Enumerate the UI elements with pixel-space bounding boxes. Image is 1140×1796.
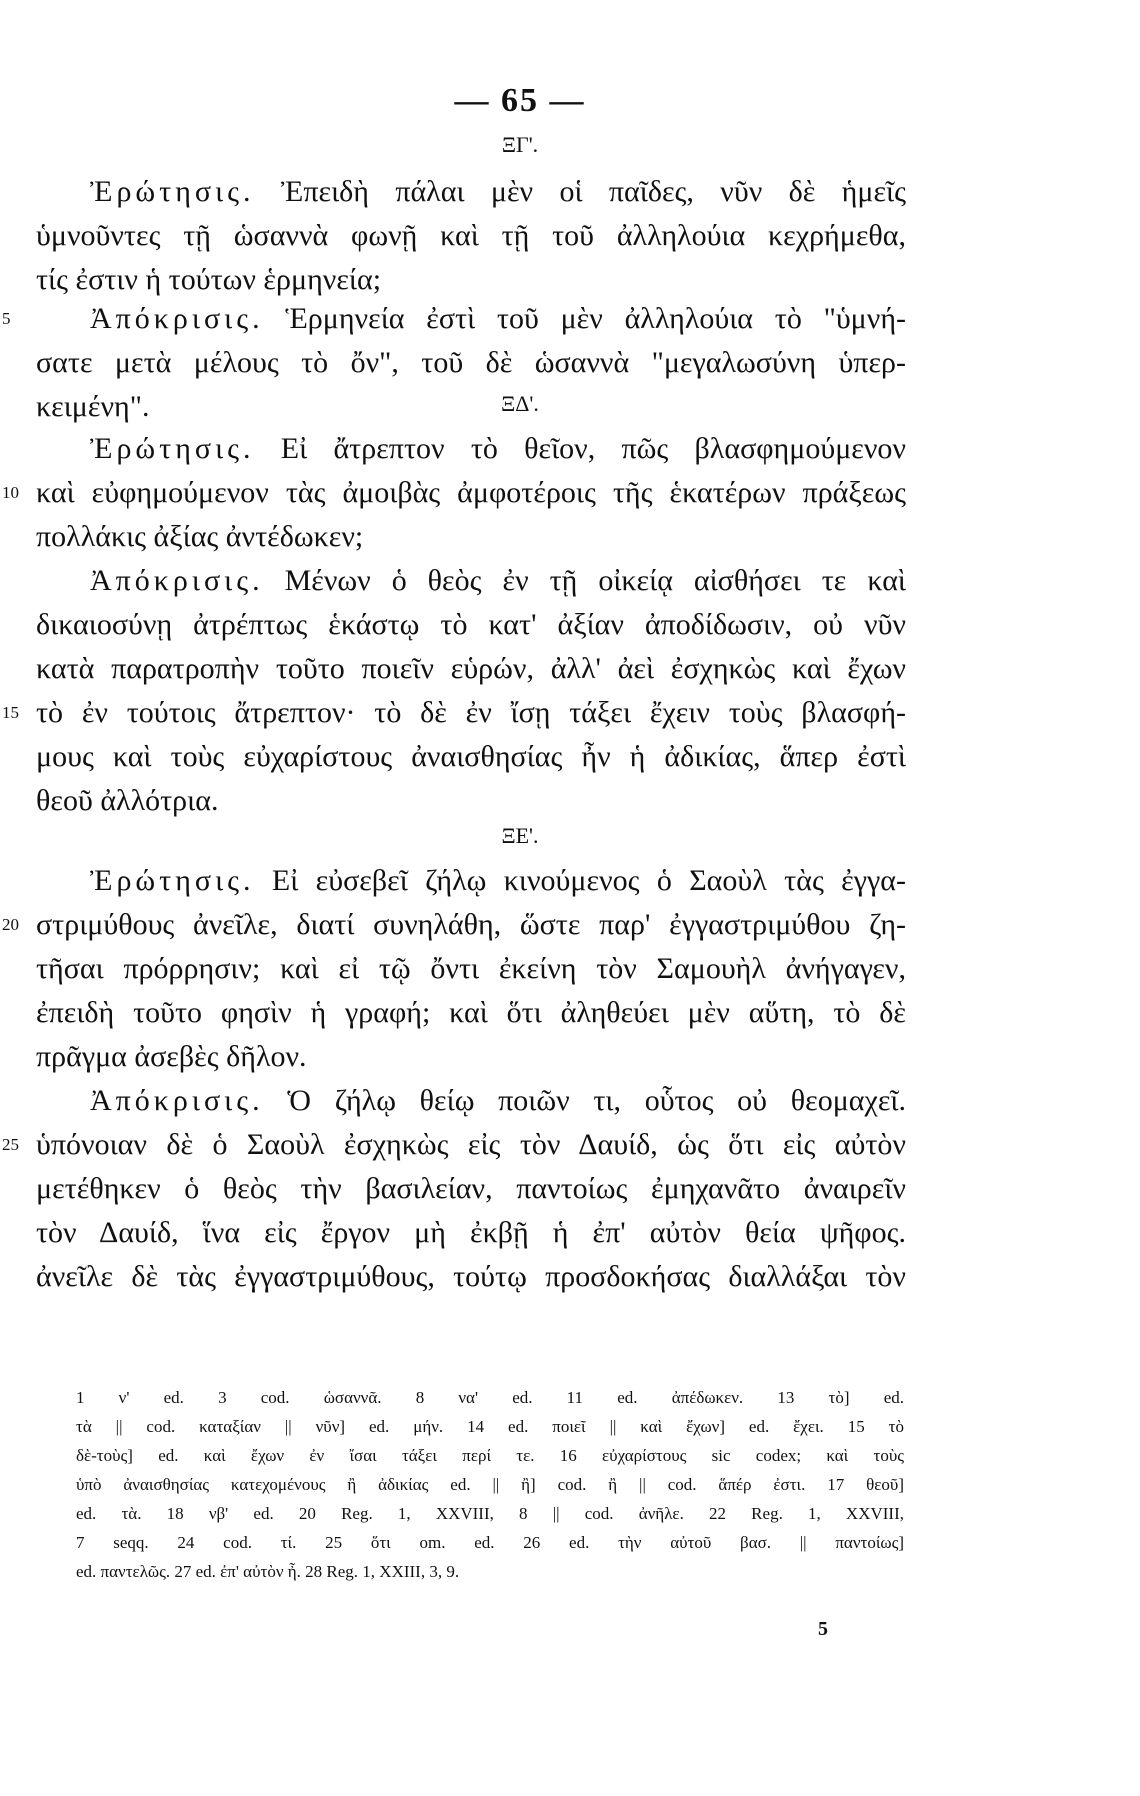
footnote-line: τὰ || cod. καταξίαν || νῦν] ed. μήν. 14 ed. ποιεῖ || καὶ ἔχων] ed. ἔχει. 15 τὸ: [76, 1417, 904, 1436]
answer-label: Ἀπόκρισις.: [90, 564, 264, 597]
line-text: Εἰ εὐσεβεῖ ζήλῳ κινούμενος ὁ Σαοὺλ τὰς ἐγγα-: [271, 864, 906, 897]
text-line: πολλάκις ἀξίας ἀντέδωκεν;: [36, 520, 364, 553]
text-line: ἐπειδὴ τοῦτο φησὶν ἡ γραφή; καὶ ὅτι ἀληθεύει μὲν αὕτη, τὸ δὲ: [36, 996, 906, 1029]
footnote-line: ὑπὸ ἀναισθησίας κατεχομένους ἢ ἀδικίας ed. || ἢ] cod. ἢ || cod. ἅπέρ ἐστι. 17 θεοῦ]: [76, 1475, 904, 1494]
line-text: Ὁ ζήλῳ θείῳ ποιῶν τι, οὗτος οὐ θεομαχεῖ.: [287, 1084, 906, 1117]
footnote-line: ed. παντελῶς. 27 ed. ἐπ' αὐτὸν ἦ. 28 Reg. 1, XXIII, 3, 9.: [76, 1562, 460, 1581]
text-line: δικαιοσύνῃ ἀτρέπτως ἑκάστῳ τὸ κατ' ἀξίαν ἀποδίδωσιν, οὐ νῦν: [36, 608, 906, 641]
line-number: 10: [2, 483, 19, 502]
answer-label: Ἀπόκρισις.: [90, 1084, 264, 1117]
line-text: Εἰ ἄτρεπτον τὸ θεῖον, πῶς βλασφημούμενον: [280, 432, 906, 465]
text-line: [90, 427, 906, 471]
text-line: στριμύθους ἀνεῖλε, διατί συνηλάθη, ὥστε παρ' ἐγγαστριμύθου ζη-: [36, 908, 906, 941]
section-heading: ΞΕ'.: [501, 823, 539, 848]
text-line: [90, 1079, 906, 1123]
text-line: [90, 859, 906, 903]
footnote-line: 1 ν' ed. 3 cod. ὡσαννᾶ. 8 να' ed. 11 ed. ἀπέδωκεν. 13 τὸ] ed.: [76, 1388, 904, 1407]
footnotes: [76, 1383, 904, 1586]
text-line: καὶ εὐφημούμενον τὰς ἀμοιβὰς ἀμφοτέροις τῆς ἑκατέρων πράξεως: [36, 476, 906, 509]
footnote-line: 7 seqq. 24 cod. τί. 25 ὅτι om. ed. 26 ed. τὴν αὐτοῦ βασ. || παντοίως]: [76, 1533, 904, 1552]
question-label: Ἐρώτησις.: [90, 432, 255, 465]
text-line: ἀνεῖλε δὲ τὰς ἐγγαστριμύθους, τούτῳ προσδοκήσας διαλλάξαι τὸν: [36, 1260, 906, 1293]
line-number: 25: [2, 1135, 19, 1154]
line-number: 20: [2, 915, 19, 934]
footnote-line: δὲ-τοὺς] ed. καὶ ἔχων ἐν ἴσαι τάξει περί τε. 16 εὐχαρίστους sic codex; καὶ τοὺς: [76, 1446, 904, 1465]
answer-label: Ἀπόκρισις.: [90, 302, 264, 335]
footnote-line: ed. τὰ. 18 νβ' ed. 20 Reg. 1, XXVIII, 8 || cod. ἀνῆλε. 22 Reg. 1, XXVIII,: [76, 1504, 904, 1523]
text-line: μετέθηκεν ὁ θεὸς τὴν βασιλείαν, παντοίως ἐμηχανᾶτο ἀναιρεῖν: [36, 1172, 906, 1205]
text-line: [90, 170, 906, 214]
text-line: κειμένη".: [36, 390, 150, 423]
text-line: σατε μετὰ μέλους τὸ ὄν", τοῦ δὲ ὡσαννὰ "μεγαλωσύνη ὑπερ-: [36, 346, 906, 379]
question-label: Ἐρώτησις.: [90, 175, 255, 208]
section-heading: ΞΓ'.: [501, 132, 539, 157]
line-number: 5: [2, 309, 11, 328]
text-line: κατὰ παρατροπὴν τοῦτο ποιεῖν εὑρών, ἀλλ' ἀεὶ ἐσχηκὼς καὶ ἔχων: [36, 652, 906, 685]
text-line: θεοῦ ἀλλότρια.: [36, 784, 219, 817]
text-line: ὑπόνοιαν δὲ ὁ Σαοὺλ ἐσχηκὼς εἰς τὸν Δαυίδ, ὡς ὅτι εἰς αὐτὸν: [36, 1128, 906, 1161]
line-text: Ἑρμηνεία ἐστὶ τοῦ μὲν ἀλληλούια τὸ "ὑμνή-: [285, 302, 907, 335]
text-line: ὑμνοῦντες τῇ ὡσαννὰ φωνῇ καὶ τῇ τοῦ ἀλληλούια κεχρήμεθα,: [36, 219, 906, 252]
signature-mark: 5: [818, 1618, 828, 1640]
text-line: τὸν Δαυίδ, ἵνα εἰς ἔργον μὴ ἐκβῇ ἡ ἐπ' αὐτὸν θεία ψῆφος.: [36, 1216, 906, 1249]
text-line: τὸ ἐν τούτοις ἄτρεπτον· τὸ δὲ ἐν ἴσῃ τάξει ἔχειν τοὺς βλασφή-: [36, 696, 906, 729]
line-text: Μένων ὁ θεὸς ἐν τῇ οἰκείᾳ αἰσθήσει τε καὶ: [284, 564, 907, 597]
text-line: πρᾶγμα ἀσεβὲς δῆλον.: [36, 1040, 307, 1073]
text-line: μους καὶ τοὺς εὐχαρίστους ἀναισθησίας ἦν ἡ ἀδικίας, ἅπερ ἐστὶ: [36, 740, 906, 773]
text-line: τῆσαι πρόρρησιν; καὶ εἰ τῷ ὄντι ἐκείνη τὸν Σαμουὴλ ἀνήγαγεν,: [36, 952, 906, 985]
page-number: — 65 —: [454, 82, 586, 119]
text-line: [90, 297, 906, 341]
text-line: τίς ἐστιν ἡ τούτων ἑρμηνεία;: [36, 263, 382, 296]
section-heading: ΞΔ'.: [501, 391, 539, 416]
text-line: [90, 559, 906, 603]
line-text: Ἐπειδὴ πάλαι μὲν οἱ παῖδες, νῦν δὲ ἡμεῖς: [280, 175, 907, 208]
line-number: 15: [2, 703, 19, 722]
question-label: Ἐρώτησις.: [90, 864, 255, 897]
